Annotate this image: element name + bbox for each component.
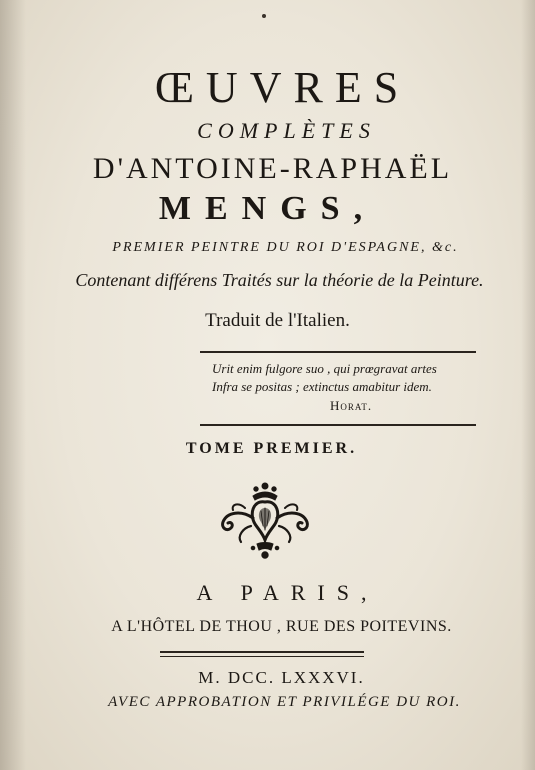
epigraph-top-rule (200, 351, 476, 353)
contents-description: Contenant différens Traités sur la théorie de la Peinture. (75, 270, 484, 290)
imprint-publisher: A L'HÔTEL DE THOU , RUE DES POITEVINS. (111, 618, 452, 635)
author-line: D'ANTOINE-RAPHAËL (92, 152, 453, 185)
book-subtitle: COMPLÈTES (197, 118, 376, 143)
ink-speck (262, 14, 266, 18)
volume-label: TOME PREMIER. (185, 440, 358, 457)
imprint-place: A PARIS, (196, 580, 379, 605)
epigraph-line-2: Infra se positas ; extinctus amabitur idem. (212, 379, 432, 394)
author-rank: PREMIER PEINTRE DU ROI D'ESPAGNE, &c. (112, 240, 459, 255)
royal-privilege: AVEC APPROBATION ET PRIVILÉGE DU ROI. (108, 694, 461, 710)
translation-note: Traduit de l'Italien. (205, 310, 350, 331)
publication-year: M. DCC. LXXXVI. (198, 668, 365, 687)
author-surname: MENGS, (158, 190, 377, 227)
epigraph-bottom-rule (200, 424, 476, 426)
epigraph-author: Horat. (330, 398, 373, 413)
imprint-rule-upper (160, 651, 364, 653)
fleuron-ornament-icon (215, 478, 315, 560)
imprint-rule-lower (160, 656, 364, 657)
epigraph-line-1: Urit enim fulgore suo , qui prœgravat artes (212, 361, 437, 376)
epigraph (212, 360, 437, 415)
book-title: ŒUVRES (154, 63, 411, 112)
